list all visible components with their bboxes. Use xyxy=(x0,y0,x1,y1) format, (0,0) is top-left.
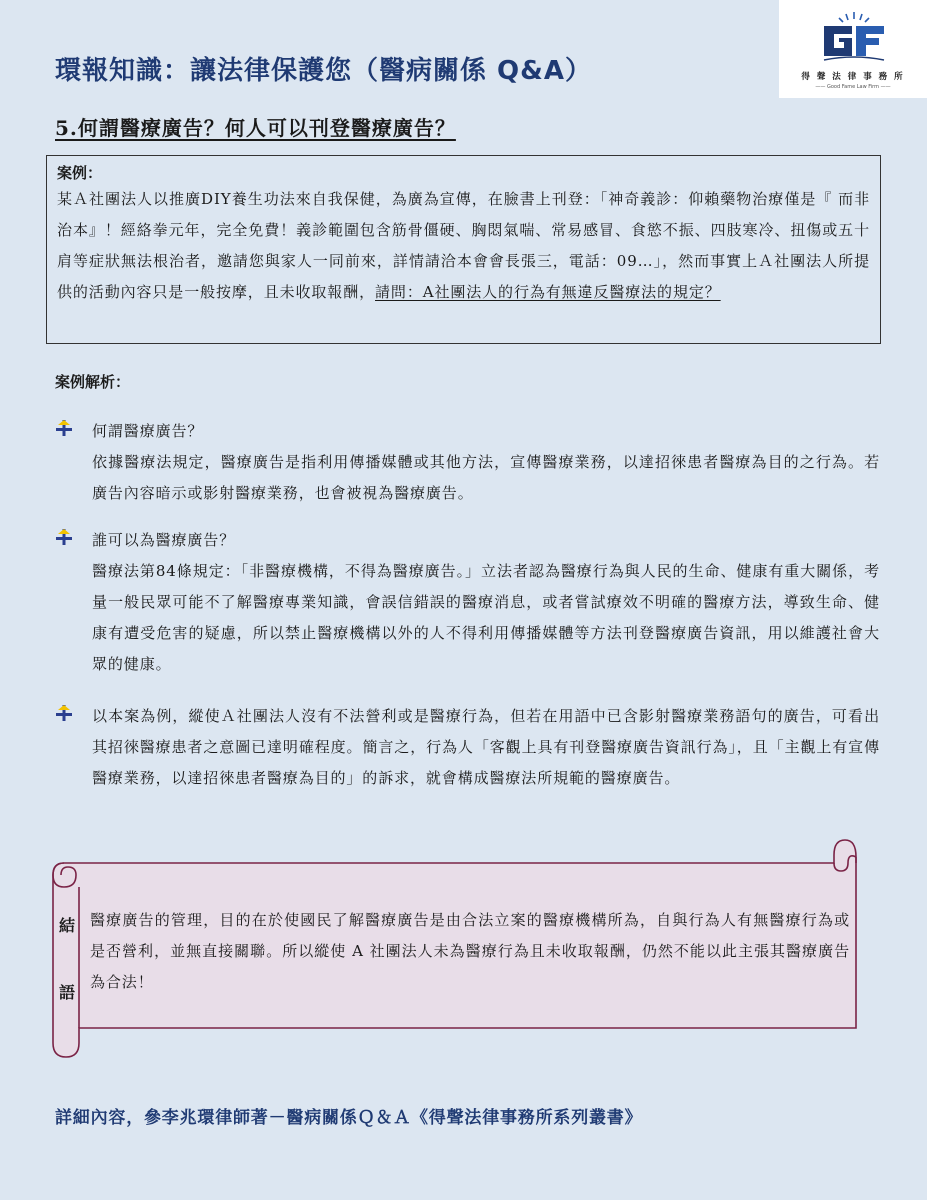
arrow-bullet-icon xyxy=(55,528,73,546)
analysis-item xyxy=(55,525,880,680)
question-title: 5.何謂醫療廣告？何人可以刊登醫療廣告？ xyxy=(55,116,456,140)
conclusion-char-1: 結 xyxy=(58,916,75,935)
firm-logo xyxy=(779,0,927,98)
analysis-item-text xyxy=(92,416,880,509)
analysis-item-body: 依據醫療法規定，醫療廣告是指利用傳播媒體或其他方法，宣傳醫療業務，以達招徠患者醫療為目的之行為。若廣告內容暗示或影射醫療業務，也會被視為醫療廣告。 xyxy=(92,453,880,502)
logo-chinese-name: 得 聲 法 律 事 務 所 xyxy=(801,72,905,82)
conclusion-side-label xyxy=(56,913,78,1003)
arrow-bullet-icon xyxy=(55,704,73,722)
case-box xyxy=(46,155,881,344)
analysis-item-body: 醫療法第84條規定：「非醫療機構，不得為醫療廣告。」立法者認為醫療行為與人民的生命、健康有重大關係，考量一般民眾可能不了解醫療專業知識，會誤信錯誤的醫療消息，或者嘗試療效不明確的醫療方法，導致生命、健康有遭受危害的疑慮，所以禁止醫療機構以外的人不得利用傳播媒體等方法刊登醫療廣告資訊，用以維護社會大眾的健康。 xyxy=(92,562,880,673)
arrow-bullet-icon xyxy=(55,419,73,437)
analysis-item-text xyxy=(92,701,880,794)
conclusion-text: 醫療廣告的管理，目的在於使國民了解醫療廣告是由合法立案的醫療機構所為，自與行為人有無醫療行為或是否營利，並無直接關聯。所以縱使 A 社團法人未為醫療行為且未收取報酬，仍然不能以此主張其醫療廣告為合法！ xyxy=(90,911,850,991)
logo-english-name: —— Good Fame Law Firm —— xyxy=(815,84,891,90)
analysis-item xyxy=(55,701,880,794)
case-body: 某Ａ社團法人以推廣DIY養生功法來自我保健，為廣為宣傳，在臉書上刊登：「神奇義診：仰賴藥物治療僅是『 而非治本』！經絡拳元年，完全免費！義診範圍包含筋骨僵硬、胸悶氣喘、常易感冒、食慾不振、四肢寒冷、扭傷或五十肩等症狀無法根治者，邀請您與家人一同前來，詳情請洽本會會長張三，電話：09…」，然而事實上Ａ社團法人所提供的活動內容只是一般按摩，且未收取報酬， xyxy=(57,190,870,301)
analysis-item-body: 以本案為例，縱使Ａ社團法人沒有不法營利或是醫療行為，但若在用語中已含影射醫療業務語句的廣告，可看出其招徠醫療患者之意圖已達明確程度。簡言之，行為人「客觀上具有刊登醫療廣告資訊行為」，且「主觀上有宣傳醫療業務，以達招徠患者醫療為目的」的訴求，就會構成醫療法所規範的醫療廣告。 xyxy=(92,707,880,787)
logo-mark-icon xyxy=(819,10,889,68)
case-label: 案例： xyxy=(57,164,103,182)
conclusion-scroll xyxy=(48,835,870,1060)
case-question: 請問：A社團法人的行為有無違反醫療法的規定？ xyxy=(375,283,721,301)
analysis-item-heading: 何謂醫療廣告？ xyxy=(92,422,204,440)
conclusion-char-2: 語 xyxy=(58,983,75,1002)
analysis-item-heading: 誰可以為醫療廣告？ xyxy=(92,531,236,549)
analysis-item xyxy=(55,416,880,509)
analysis-item-text xyxy=(92,525,880,680)
case-text xyxy=(57,184,870,308)
analysis-label: 案例解析： xyxy=(55,373,131,391)
footer-reference: 詳細內容，參李兆環律師著－醫病關係Ｑ＆Ａ《得聲法律事務所系列叢書》 xyxy=(55,1108,643,1128)
page-header-title: 環報知識：讓法律保護您（醫病關係 Q&A） xyxy=(55,56,592,86)
